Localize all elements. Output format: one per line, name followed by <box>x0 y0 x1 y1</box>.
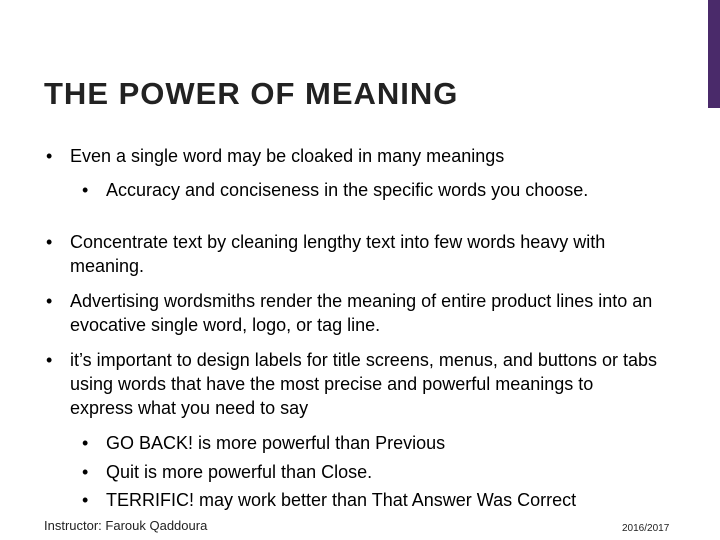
bullet-text: GO BACK! is more powerful than Previous <box>106 433 446 453</box>
bullet-text: Quit is more powerful than Close. <box>106 462 373 482</box>
sub-bullet-item <box>82 460 626 484</box>
bullet-item <box>46 230 660 278</box>
bullet-icon: • <box>46 291 53 311</box>
footer-instructor: Instructor: Farouk Qaddoura <box>44 518 208 533</box>
bullet-text: Advertising wordsmiths render the meaning of entire product lines into an evocative single word, logo, or tag line. <box>70 291 653 335</box>
sub-bullet-item <box>82 431 626 455</box>
bullet-icon: • <box>82 490 89 510</box>
bullet-item <box>46 144 630 168</box>
sub-bullet-item <box>82 488 626 512</box>
bullet-text: Accuracy and conciseness in the specific words you choose. <box>106 180 589 200</box>
footer-year: 2016/2017 <box>622 523 670 534</box>
bullet-icon: • <box>82 433 89 453</box>
bullet-text: Even a single word may be cloaked in many meanings <box>70 146 505 166</box>
accent-bar <box>708 0 720 108</box>
bullet-icon: • <box>46 350 53 370</box>
bullet-text: TERRIFIC! may work better than That Answer Was Correct <box>106 490 577 510</box>
bullet-icon: • <box>46 232 53 252</box>
bullet-icon: • <box>82 462 89 482</box>
slide-title: THE POWER OF MEANING <box>44 76 459 111</box>
bullet-text: it’s important to design labels for title screens, menus, and buttons or tabs using words that have the most precise and powerful meanings to express what you need to say <box>70 350 657 418</box>
bullet-icon: • <box>46 146 53 166</box>
bullet-item <box>46 348 660 420</box>
bullet-text: Concentrate text by cleaning lengthy text into few words heavy with meaning. <box>70 232 606 276</box>
bullet-icon: • <box>82 180 89 200</box>
bullet-item <box>46 289 660 337</box>
sub-bullet-item <box>82 178 626 202</box>
